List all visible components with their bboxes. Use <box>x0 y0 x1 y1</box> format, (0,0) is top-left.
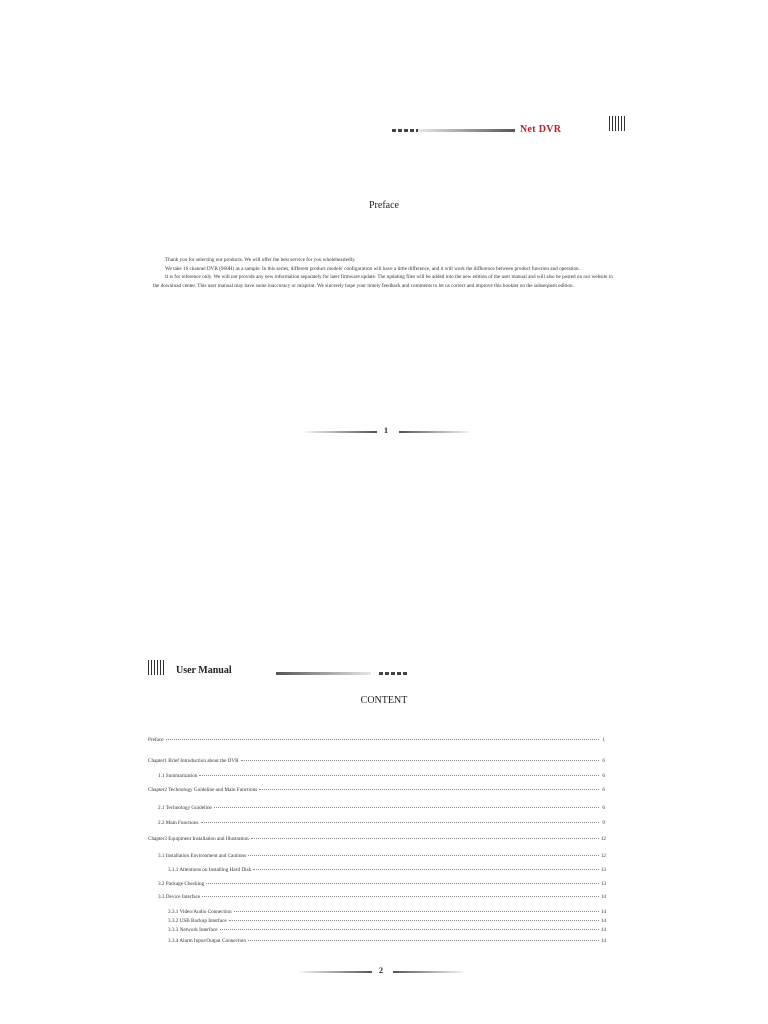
toc-entry[interactable] <box>148 737 605 744</box>
toc-entry-page: 14 <box>600 894 606 900</box>
toc-entry[interactable] <box>168 927 606 934</box>
toc-entry[interactable] <box>168 867 606 874</box>
brand-label: Net DVR <box>520 124 562 135</box>
toc-entry-title: 3.1 Installation Environment and Cautions <box>158 853 247 859</box>
manual-title: User Manual <box>176 665 232 676</box>
header-dots-decoration <box>379 672 407 675</box>
toc-entry-page: 9 <box>602 820 605 826</box>
toc-entry[interactable] <box>158 805 605 812</box>
toc-entry-title: 1.1 Summarization <box>158 773 198 779</box>
toc-leader <box>248 940 599 941</box>
footer-left-bar <box>300 971 372 973</box>
header-gradient-bar <box>276 672 371 675</box>
toc-leader <box>202 896 599 897</box>
preface-paragraph: It is for reference only. We will not provide any new information separately for later firmware update. The updating files will be added into the new edition of the user manual and will also be posted on our website in the download center. This user manual may have some inaccuracy or misprint. We sincerely hope your timely feedback and comments to let us correct and improve this booklet on the subsequent edition. <box>153 274 613 289</box>
toc-leader <box>229 920 599 921</box>
toc-leader <box>234 911 599 912</box>
toc-entry[interactable] <box>158 853 606 860</box>
toc-entry-title: Chapter3 Equipment Installation and Illustration <box>148 836 249 842</box>
toc-entry-page: 13 <box>600 867 606 873</box>
preface-body <box>153 256 619 290</box>
header-dots-decoration <box>392 129 420 132</box>
toc-leader <box>259 789 599 790</box>
toc-entry[interactable] <box>168 909 606 916</box>
footer-right-bar <box>399 431 469 433</box>
toc-entry-title: Preface <box>148 737 164 743</box>
toc-entry-title: Chapter2 Technology Guideline and Main Functions <box>148 787 258 793</box>
toc-entry[interactable] <box>148 787 605 794</box>
toc-entry-page: 13 <box>600 881 606 887</box>
toc-entry-title: Chapter1 Brief Introduction about the DVR <box>148 758 239 764</box>
toc-entry-page: 6 <box>602 758 605 764</box>
toc-entry-page: 14 <box>600 918 606 924</box>
toc-leader <box>201 822 600 823</box>
toc-entry[interactable] <box>158 894 606 901</box>
preface-paragraph: We take 16 channel DVR (960H) as a sample. In this series, different product models' configuration will have a little difference, and it will work the difference between product function and operation. <box>165 265 580 272</box>
toc-leader <box>248 855 599 856</box>
toc-entry-page: 14 <box>600 909 606 915</box>
toc-entry-title: 2.1 Technology Guideline <box>158 805 212 811</box>
barcode-decoration <box>148 660 164 675</box>
footer-left-bar <box>305 431 377 433</box>
toc-entry-title: 3.2 Package Checking <box>158 881 205 887</box>
toc-entry[interactable] <box>158 881 606 888</box>
toc-entry-title: 3.3.2 USB Backup Interface <box>168 918 227 924</box>
toc-entry-page: 12 <box>600 836 606 842</box>
toc-entry-title: 3.3.3 Network Interface <box>168 927 218 933</box>
toc-leader <box>214 807 599 808</box>
toc-leader <box>220 929 599 930</box>
header-gradient-bar <box>418 129 515 132</box>
toc-entry[interactable] <box>148 758 605 765</box>
page-number: 2 <box>379 966 383 975</box>
barcode-decoration <box>609 116 625 131</box>
toc-entry-page: 14 <box>600 938 606 944</box>
toc-leader <box>253 869 599 870</box>
toc-leader <box>251 838 599 839</box>
toc-entry-page: 6 <box>602 787 605 793</box>
toc-entry[interactable] <box>168 918 606 925</box>
footer-right-bar <box>393 971 463 973</box>
toc-entry-title: 3.3.1 Video/Audio Connection <box>168 909 232 915</box>
toc-leader <box>199 775 599 776</box>
preface-heading: Preface <box>369 200 399 211</box>
page-number: 1 <box>384 426 388 435</box>
toc-entry-title: 3.3.4 Alarm Input/Output Connection <box>168 938 246 944</box>
toc-entry-page: 1 <box>602 737 605 743</box>
content-heading: CONTENT <box>360 695 408 706</box>
toc-entry[interactable] <box>168 938 606 945</box>
toc-entry-title: 3.1.1 Attentions on Installing Hard Disk <box>168 867 252 873</box>
toc-entry[interactable] <box>158 820 605 827</box>
toc-entry-title: 3.3 Device Interface <box>158 894 201 900</box>
toc-entry-title: 2.2 Main Functions <box>158 820 199 826</box>
toc-leader <box>166 739 599 740</box>
toc-entry[interactable] <box>148 836 606 843</box>
toc-entry-page: 12 <box>600 853 606 859</box>
toc-entry-page: 6 <box>602 805 605 811</box>
toc-entry[interactable] <box>158 773 605 780</box>
toc-leader <box>241 760 599 761</box>
toc-entry-page: 6 <box>602 773 605 779</box>
toc-entry-page: 14 <box>600 927 606 933</box>
preface-paragraph: Thank you for selecting our products. We will offer the best service for you wholeheartedly. <box>165 257 356 263</box>
toc-leader <box>206 883 599 884</box>
